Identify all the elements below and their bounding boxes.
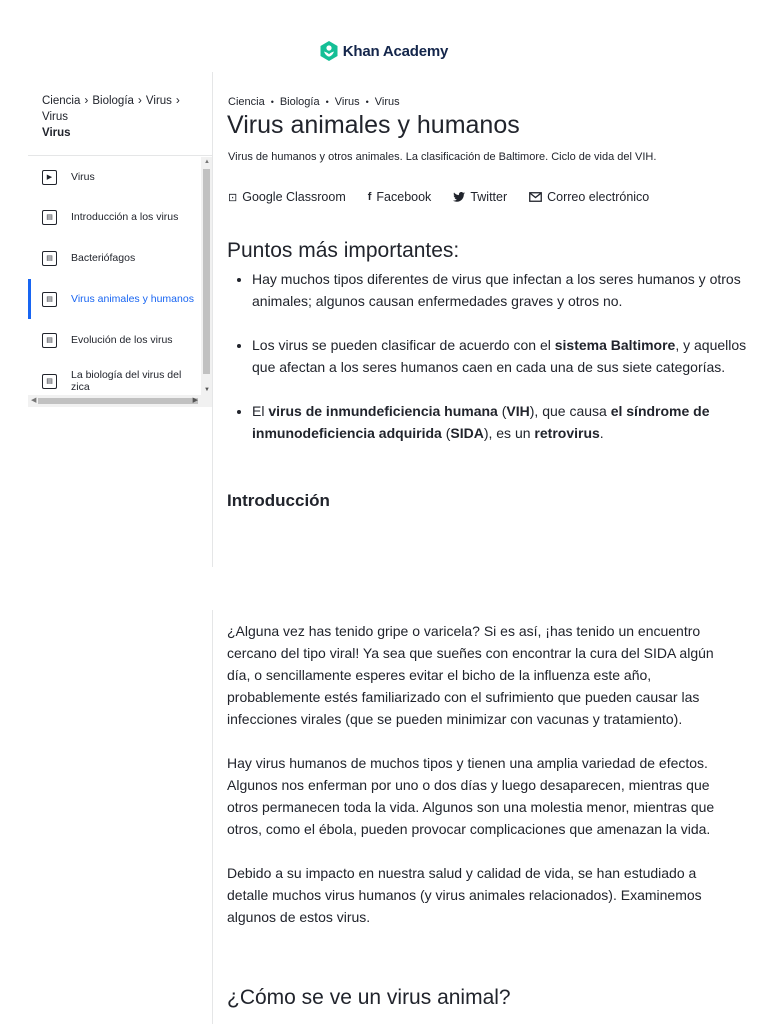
list-item — [252, 400, 752, 444]
key-point-text: Los virus se pueden clasificar de acuerdo con el — [252, 337, 555, 353]
sidebar-current-lesson: Virus — [42, 127, 71, 139]
khan-academy-logo[interactable] — [320, 41, 448, 61]
intro-paragraph-2: Hay virus humanos de muchos tipos y tienen una amplia variedad de efectos. Algunos nos enferman por uno o dos días y luego desaparecen, mientras que otros permanecen toda la vida. Algunos son una molestia menor, mientras que otros, como el ébola, pueden provocar complicaciones que amenazan la vida. — [227, 755, 715, 837]
share-label: Correo electrónico — [547, 190, 650, 204]
separator-dot: • — [325, 97, 329, 107]
key-term: sistema Baltimore — [554, 337, 676, 353]
key-point-text: . — [599, 425, 604, 441]
crumb-biologia[interactable]: Biología — [279, 96, 320, 108]
page-description: Virus de humanos y otros animales. La clasificación de Baltimore. Ciclo de vida del VIH. — [228, 151, 657, 163]
breadcrumb — [228, 96, 400, 108]
chevron-right-icon: › — [137, 93, 142, 107]
sidebar-item-zica[interactable] — [28, 361, 200, 399]
brand-name: Khan Academy — [342, 42, 449, 60]
scrollbar-thumb[interactable] — [203, 169, 210, 374]
sidebar-crumb-virus-unit[interactable]: Virus — [42, 111, 68, 123]
khan-academy-logo-icon — [320, 41, 338, 61]
crumb-ciencia[interactable]: Ciencia — [228, 96, 265, 108]
sidebar-horizontal-scrollbar[interactable] — [28, 395, 212, 407]
share-facebook[interactable] — [368, 190, 432, 204]
sidebar-item-bacteriofagos[interactable] — [28, 238, 200, 278]
share-email[interactable] — [529, 190, 649, 204]
key-point-text: ), que causa — [529, 403, 611, 419]
envelope-icon — [529, 192, 542, 202]
google-classroom-icon: ⊡ — [228, 191, 238, 204]
chevron-right-icon: › — [84, 93, 89, 107]
page-title: Virus animales y humanos — [227, 111, 520, 139]
content-divider — [212, 610, 213, 1024]
key-point-text: El — [252, 403, 269, 419]
scrollbar-thumb[interactable] — [38, 398, 198, 404]
crumb-virus[interactable]: Virus — [334, 96, 360, 108]
key-term: retrovirus — [534, 425, 600, 441]
intro-paragraph-3: Debido a su impacto en nuestra salud y calidad de vida, se han estudiado a detalle muchos virus humanos (y virus animales relacionados). Examinemos algunos de estos virus. — [227, 865, 702, 925]
sidebar-item-label: Virus — [71, 171, 95, 183]
key-point-text: Hay muchos tipos diferentes de virus que infectan a los seres humanos y otros animales; algunos causan enfermedades graves y otros no. — [252, 271, 741, 309]
site-header — [0, 38, 768, 64]
facebook-icon: f — [367, 191, 372, 203]
share-label: Twitter — [470, 190, 508, 204]
separator-dot: • — [365, 97, 369, 107]
sidebar-item-label: Evolución de los virus — [71, 334, 173, 346]
share-bar — [228, 190, 649, 204]
sidebar-item-virus[interactable] — [28, 157, 200, 197]
article-icon: ▤ — [42, 210, 57, 225]
lesson-list — [28, 155, 213, 399]
sidebar-item-evolucion[interactable] — [28, 320, 200, 360]
scroll-up-arrow-icon[interactable]: ▲ — [204, 159, 210, 165]
sidebar-item-label: Virus animales y humanos — [71, 293, 194, 305]
section-heading: ¿Cómo se ve un virus animal? — [227, 986, 511, 1009]
sidebar-item-label: Introducción a los virus — [71, 211, 179, 223]
sidebar-breadcrumb — [42, 92, 207, 141]
sidebar-crumb-biologia[interactable]: Biología — [92, 95, 134, 107]
separator-dot: • — [270, 97, 274, 107]
active-indicator — [28, 279, 31, 319]
list-item — [252, 268, 752, 312]
key-point-text: ( — [497, 403, 507, 419]
key-points-heading: Puntos más importantes: — [227, 239, 460, 262]
key-term: virus de inmundeficiencia humana — [268, 403, 498, 419]
sidebar-item-introduccion[interactable] — [28, 197, 200, 237]
key-term: VIH — [506, 403, 530, 419]
scroll-right-arrow-icon[interactable]: ▶ — [192, 397, 198, 404]
play-icon: ▶ — [42, 170, 57, 185]
key-points-list — [228, 268, 752, 444]
article-icon: ▤ — [42, 292, 57, 307]
key-term: el síndrome de inmunodeficiencia adquirida — [252, 403, 710, 441]
share-label: Facebook — [376, 190, 432, 204]
article-icon: ▤ — [42, 333, 57, 348]
sidebar-item-label: Bacteriófagos — [71, 252, 136, 264]
sidebar-crumb-ciencia[interactable]: Ciencia — [42, 95, 81, 107]
share-label: Google Classroom — [242, 190, 346, 204]
article-icon: ▤ — [42, 374, 57, 389]
key-point-text: ( — [441, 425, 451, 441]
key-point-text: ), es un — [483, 425, 535, 441]
list-item — [252, 334, 752, 378]
key-point-text: , y aquellos que afectan a los seres humanos caen en cada una de sus siete categorías. — [252, 337, 747, 375]
sidebar-item-label: La biología del virus del zica — [71, 369, 182, 393]
share-twitter[interactable] — [453, 190, 507, 204]
sidebar-crumb-virus[interactable]: Virus — [145, 95, 172, 107]
scroll-left-arrow-icon[interactable]: ◀ — [31, 397, 37, 404]
scroll-down-arrow-icon[interactable]: ▼ — [204, 387, 210, 393]
sidebar-vertical-scrollbar[interactable] — [201, 157, 212, 395]
sidebar-item-virus-animales[interactable] — [28, 279, 200, 319]
share-google-classroom[interactable] — [228, 190, 346, 204]
key-term: SIDA — [450, 425, 484, 441]
twitter-icon — [453, 192, 465, 202]
article-icon: ▤ — [42, 251, 57, 266]
crumb-virus-unit[interactable]: Virus — [374, 96, 400, 108]
intro-heading: Introducción — [227, 491, 330, 510]
chevron-right-icon: › — [175, 93, 180, 107]
intro-paragraph-1: ¿Alguna vez has tenido gripe o varicela? Si es así, ¡has tenido un encuentro cercano del tipo viral! Ya sea que sueñes con encontrar la cura del SIDA algún día, o sencillamente esperes evitar el bicho de la influenza este año, probablemente estés familiarizado con el sufrimiento que pueden causar las infecciones virales (que se pueden minimizar con vacunas y tratamiento). — [227, 623, 714, 727]
